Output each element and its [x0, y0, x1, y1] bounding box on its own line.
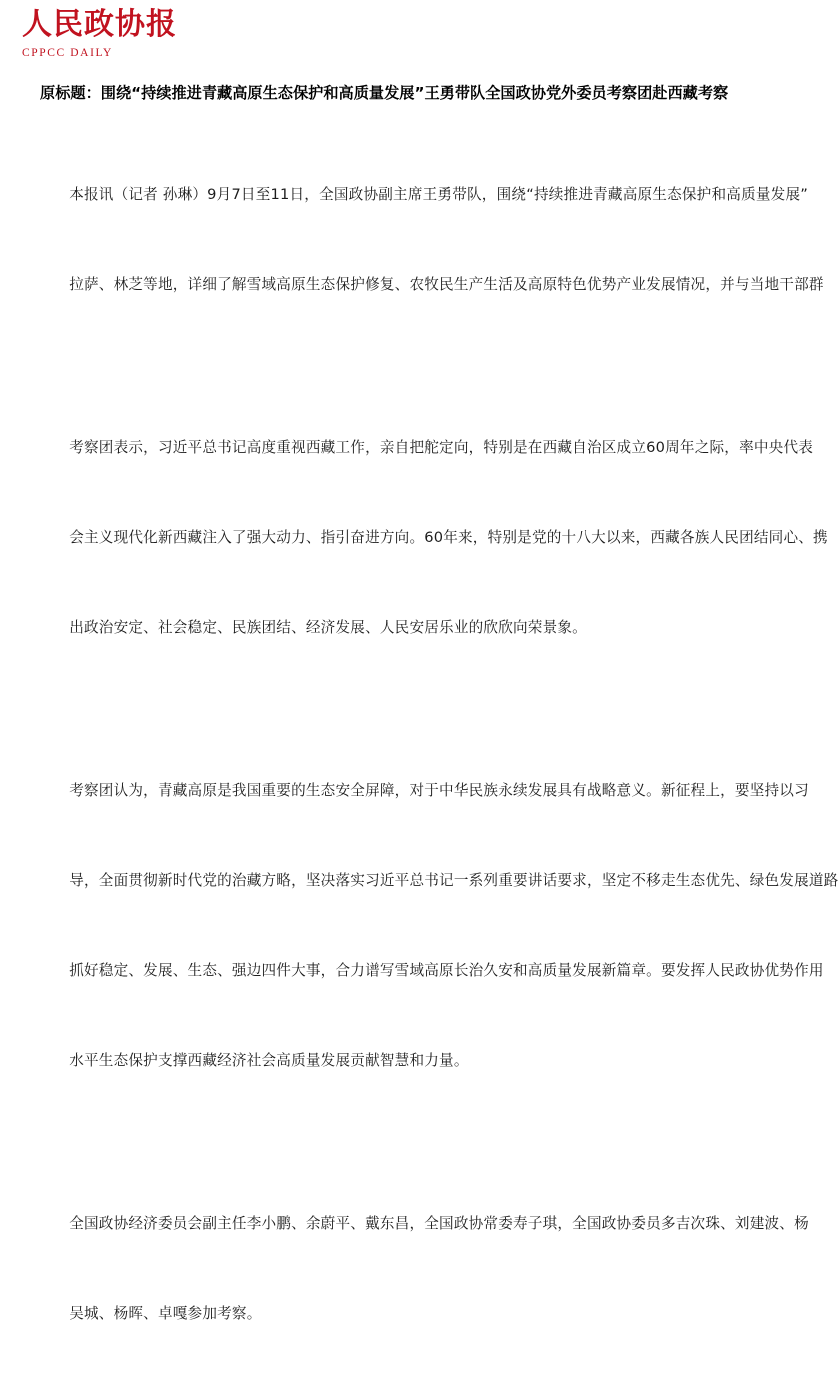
article-body [40, 120, 838, 1389]
paragraph-line: 吴城、杨晖、卓嘎参加考察。 [69, 1305, 262, 1322]
paragraph-line: 拉萨、林芝等地，详细了解雪域高原生态保护修复、农牧民生产生活及高原特色优势产业发展情况，并与当地干部群 [69, 276, 824, 293]
paragraph-line: 考察团表示，习近平总书记高度重视西藏工作，亲自把舵定向，特别是在西藏自治区成立60周年之际，率中央代表 [69, 439, 814, 456]
article-headline: 原标题：围绕“持续推进青藏高原生态保护和高质量发展”王勇带队全国政协党外委员考察团赴西藏考察 [40, 84, 729, 102]
paragraph-line: 抓好稳定、发展、生态、强边四件大事，合力谱写雪域高原长治久安和高质量发展新篇章。要发挥人民政协优势作用 [69, 962, 824, 979]
paragraph-line: 导，全面贯彻新时代党的治藏方略，坚决落实习近平总书记一系列重要讲话要求，坚定不移走生态优先、绿色发展道路 [69, 872, 838, 889]
masthead [22, 8, 282, 59]
paragraph [40, 120, 824, 360]
article [40, 82, 838, 1389]
masthead-title: 人民政协报 [22, 7, 177, 42]
paragraph-line: 考察团认为，青藏高原是我国重要的生态安全屏障，对于中华民族永续发展具有战略意义。新征程上，要坚持以习 [69, 782, 809, 799]
paragraph-line: 全国政协经济委员会副主任李小鹏、余蔚平、戴东昌，全国政协常委寿子琪，全国政协委员多吉次珠、刘建波、杨 [69, 1215, 809, 1232]
paragraph-line: 出政治安定、社会稳定、民族团结、经济发展、人民安居乐业的欣欣向荣景象。 [69, 619, 587, 636]
paragraph [40, 716, 838, 1136]
paragraph-line: 会主义现代化新西藏注入了强大动力、指引奋进方向。60年来，特别是党的十八大以来，西藏各族人民团结同心、携 [69, 529, 828, 546]
masthead-subtitle: CPPCC DAILY [22, 47, 113, 59]
paragraph [40, 1149, 809, 1389]
paragraph-line: 本报讯（记者 孙琳）9月7日至11日，全国政协副主席王勇带队，围绕“持续推进青藏高原生态保护和高质量发展” [69, 186, 809, 203]
paragraph-line: 水平生态保护支撑西藏经济社会高质量发展贡献智慧和力量。 [69, 1052, 469, 1069]
paragraph [40, 373, 828, 703]
